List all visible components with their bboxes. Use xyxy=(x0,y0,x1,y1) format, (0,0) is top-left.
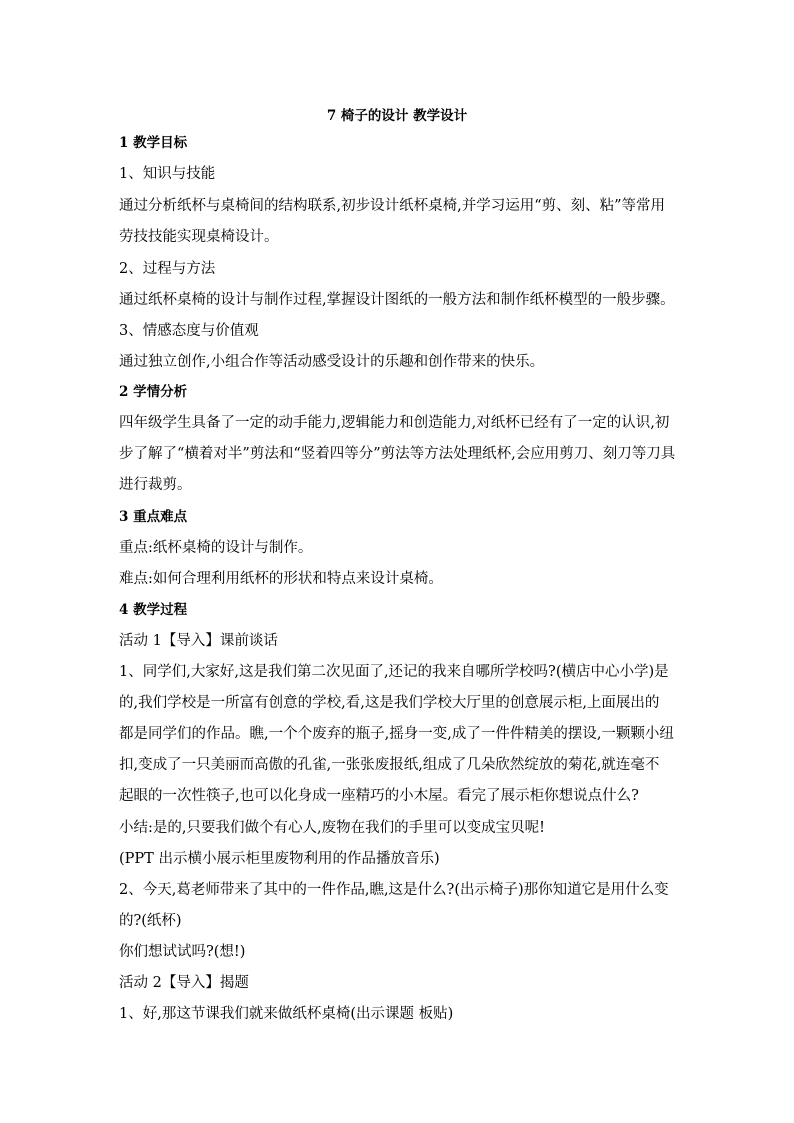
section-heading-analysis: 2 学情分析 xyxy=(119,384,188,400)
paragraph-line: 通过分析纸杯与桌椅间的结构联系,初步设计纸杯桌椅,并学习运用“剪、刻、粘”等常用 xyxy=(119,198,666,214)
paragraph-line: 小结:是的,只要我们做个有心人,废物在我们的手里可以变成宝贝呢! xyxy=(119,820,545,836)
section-heading-process: 4 教学过程 xyxy=(119,602,188,618)
paragraph-line: 2、今天,葛老师带来了其中的一件作品,瞧,这是什么?(出示椅子)那你知道它是用什么变 xyxy=(119,882,669,898)
document-title: 7 椅子的设计 教学设计 xyxy=(326,108,468,124)
paragraph-line: 的?(纸杯) xyxy=(119,913,182,929)
subheading-attitude-values: 3、情感态度与价值观 xyxy=(119,323,259,339)
paragraph-line: 都是同学们的作品。瞧,一个个废弃的瓶子,摇身一变,成了一件件精美的摆设,一颗颗小纽 xyxy=(119,726,674,742)
paragraph-line: 重点:纸杯桌椅的设计与制作。 xyxy=(119,540,313,556)
paragraph-line: 劳技技能实现桌椅设计。 xyxy=(119,229,279,245)
paragraph-line: 难点:如何合理利用纸杯的形状和特点来设计桌椅。 xyxy=(119,571,443,587)
paragraph-line: 通过独立创作,小组合作等活动感受设计的乐趣和创作带来的快乐。 xyxy=(119,354,545,370)
section-heading-key-points: 3 重点难点 xyxy=(119,509,188,525)
paragraph-line: 扣,变成了一只美丽而高傲的孔雀,一张张废报纸,组成了几朵欣然绽放的菊花,就连毫不 xyxy=(119,757,660,773)
section-heading-objectives: 1 教学目标 xyxy=(119,135,188,151)
paragraph-line: 通过纸杯桌椅的设计与制作过程,掌握设计图纸的一般方法和制作纸杯模型的一般步骤。 xyxy=(119,292,675,308)
paragraph-line: (PPT 出示横小展示柜里废物利用的作品播放音乐) xyxy=(119,851,440,867)
paragraph-line: 1、好,那这节课我们就来做纸杯桌椅(出示课题 板贴) xyxy=(119,1006,454,1022)
paragraph-line: 起眼的一次性筷子,也可以化身成一座精巧的小木屋。看完了展示柜你想说点什么? xyxy=(119,788,639,804)
paragraph-line: 步了解了“横着对半”剪法和“竖着四等分”剪法等方法处理纸杯,会应用剪刀、刻刀等刀具 xyxy=(119,446,676,462)
paragraph-line: 的,我们学校是一所富有创意的学校,看,这是我们学校大厅里的创意展示柜,上面展出的 xyxy=(119,695,660,711)
subheading-knowledge-skills: 1、知识与技能 xyxy=(119,166,216,182)
paragraph-line: 1、同学们,大家好,这是我们第二次见面了,还记的我来自哪所学校吗?(横店中心小学)是 xyxy=(119,664,669,680)
paragraph-line: 四年级学生具备了一定的动手能力,逻辑能力和创造能力,对纸杯已经有了一定的认识,初 xyxy=(119,415,670,431)
paragraph-line: 你们想试试吗?(想!) xyxy=(119,944,246,960)
activity-heading: 活动 1【导入】课前谈话 xyxy=(119,633,278,649)
paragraph-line: 进行裁剪。 xyxy=(119,477,192,493)
subheading-process-methods: 2、过程与方法 xyxy=(119,261,216,277)
activity-heading: 活动 2【导入】揭题 xyxy=(119,975,249,991)
